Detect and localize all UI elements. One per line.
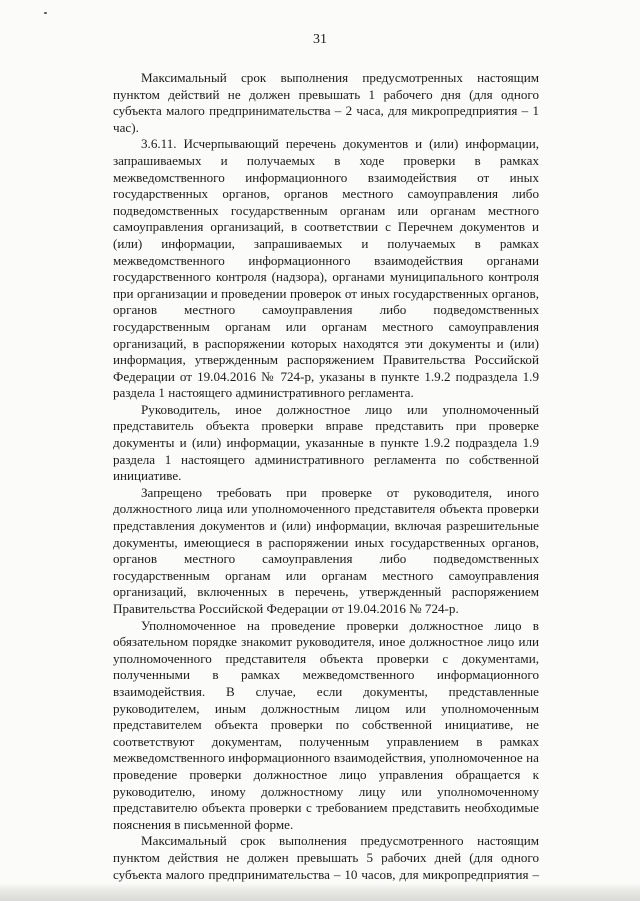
paragraph-deadline-5-days: Максимальный срок выполнения предусмотренного настоящим пунктом действия не должен превышать 5 рабочих дней (для одного субъекта малого предпринимательства – 10 часов, для микропредприятия – <box>113 833 539 882</box>
scan-speck <box>44 12 47 14</box>
document-body <box>113 70 539 900</box>
paragraph-prohibition: Запрещено требовать при проверке от руководителя, иного должностного лица или уполномоченного представителя объекта проверки представления документов и (или) информации, включая разрешительные документы, имеющиеся в распоряжении иных государственных органов, органов местного самоуправления либо подведомственных государственным органам или органам местного самоуправления организаций, включенных в перечень, утвержденный распоряжением Правительства Российской Федерации от 19.04.2016 № 724-р. <box>113 484 539 616</box>
page-number: 31 <box>313 32 327 47</box>
paragraph-familiarization: Уполномоченное на проведение проверки должностное лицо в обязательном порядке знакомит руководителя, иное должностное лицо или уполномоченного представителя объекта проверки с документами, полученными в рамках межведомственного информационного взаимодействия. В случае, если документы, представленные руководителем, иным должностным лицом или уполномоченным представителем объекта проверки по собственной инициативе, не соответствуют документам, полученным управлением в рамках межведомственного информационного взаимодействия, уполномоченное на проведение проверки должностное лицо управления обращается к руководителю, иному должностному лицу или уполномоченному представителю объекта проверки с требованием представить необходимые пояснения в письменной форме. <box>113 617 539 832</box>
paragraph-own-initiative: Руководитель, иное должностное лицо или уполномоченный представитель объекта проверки вправе представить при проверке документы и (или) информации, указанные в пункте 1.9.2 подраздела 1.9 раздела 1 настоящего административного регламента по собственной инициативе. <box>113 401 539 484</box>
paragraph-3-6-11: 3.6.11. Исчерпывающий перечень документов и (или) информации, запрашиваемых и получаемых в ходе проверки в рамках межведомственного информационного взаимодействия от иных государственных органов, органов местного самоуправления либо подведомственных государственным органам или органам местного самоуправления организаций, в соответствии с Перечнем документов и (или) информации, запрашиваемых и получаемых в рамках межведомственного информационного взаимодействия органами государственного контроля (надзора), органами муниципального контроля при организации и проведении проверок от иных государственных органов, органов местного самоуправления либо подведомственных государственным органам или органам местного самоуправления организаций, в распоряжении которых находятся эти документы и (или) информация, утвержденным распоряжением Правительства Российской Федерации от 19.04.2016 № 724-р, указаны в пункте 1.9.2 подраздела 1.9 раздела 1 настоящего административного регламента. <box>113 136 539 401</box>
paragraph-deadline-1-day: Максимальный срок выполнения предусмотренных настоящим пунктом действий не должен превышать 1 рабочего дня (для одного субъекта малого предпринимательства – 2 часа, для микропредприятия – 1 час). <box>113 70 539 135</box>
scan-bottom-edge <box>0 883 640 901</box>
